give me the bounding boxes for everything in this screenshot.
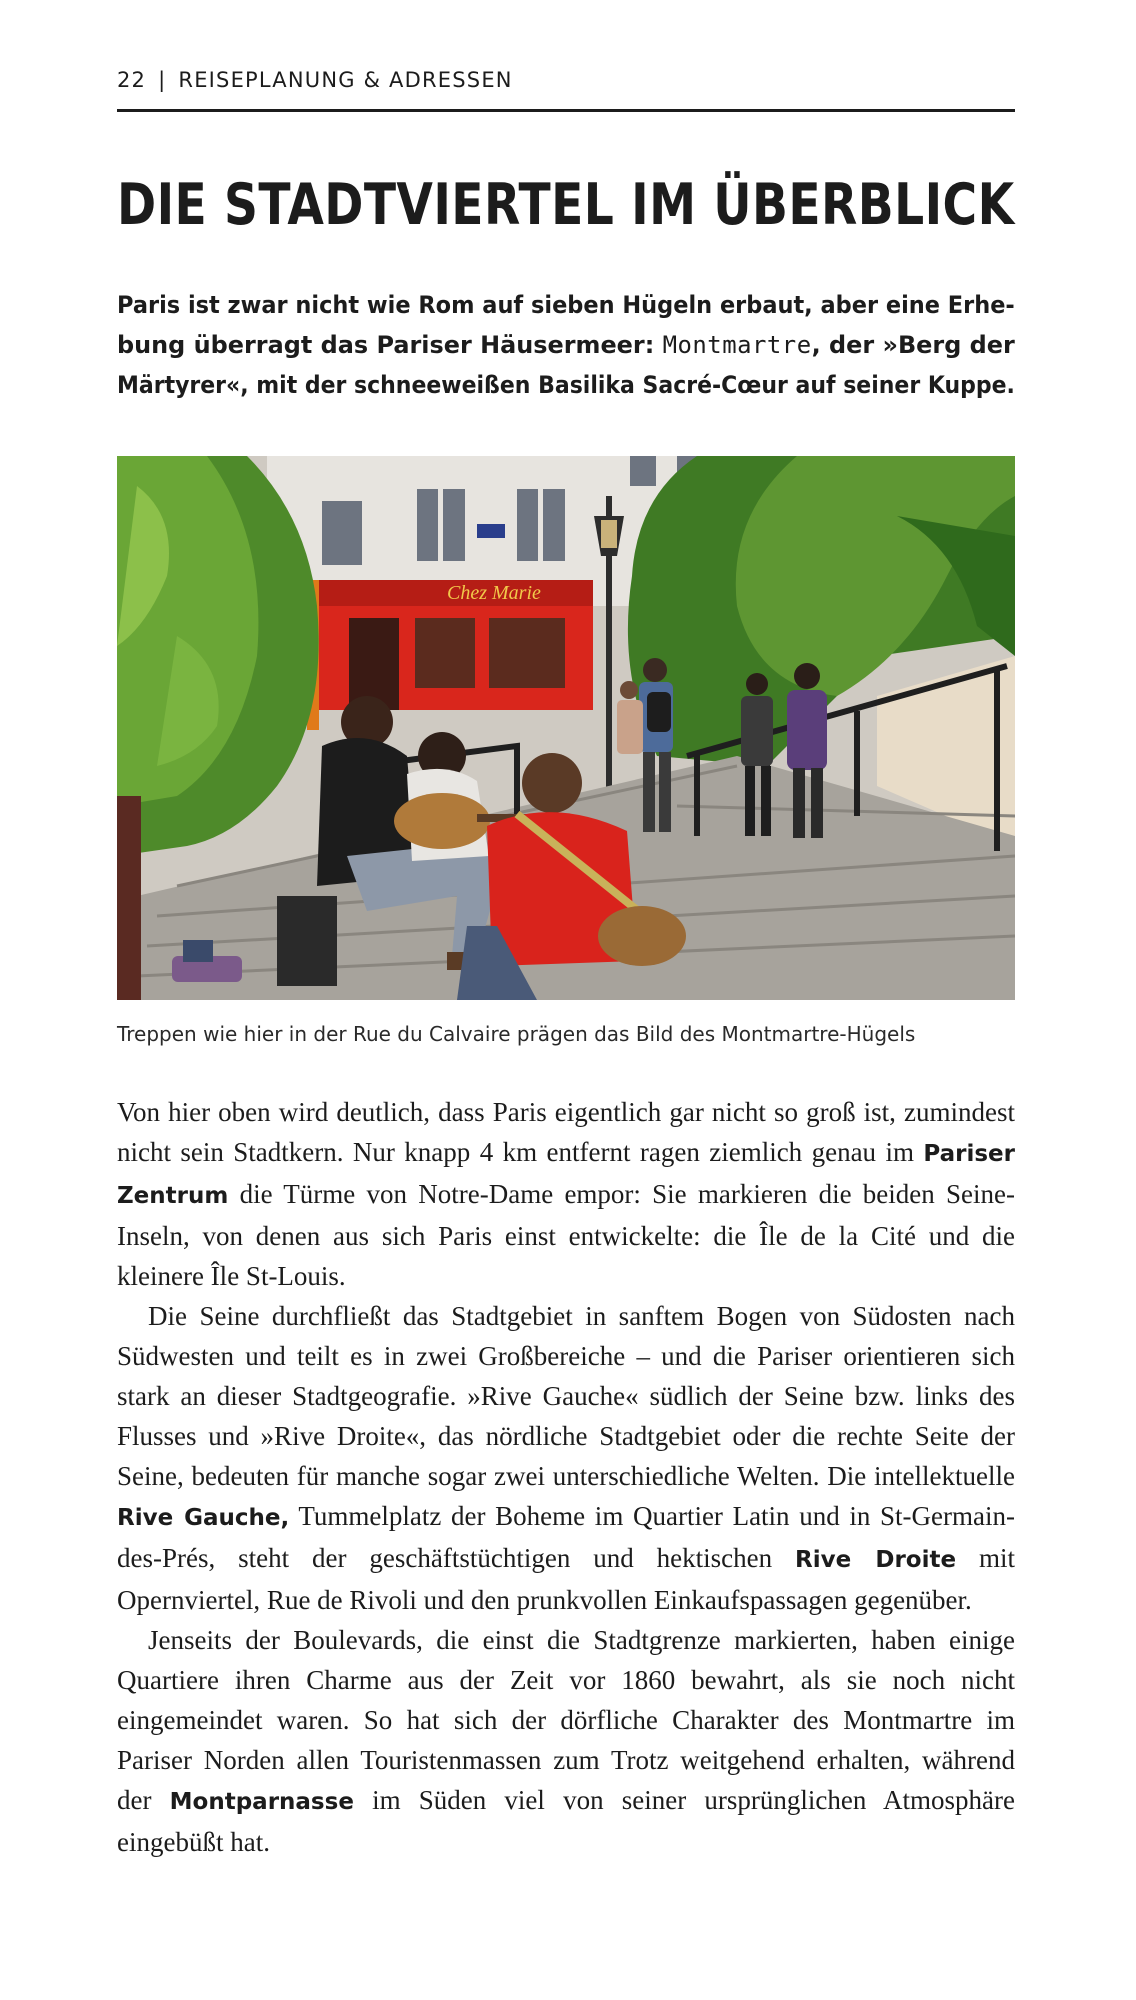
body-text-run: Von hier oben wird deutlich, dass Paris eigentlich gar nicht so groß ist, zumindest nicht sein Stadtkern. Nur knapp 4 km entfernt ragen ziemlich genau im [117,1097,1015,1167]
lead-text: , der »Berg der [811,331,1015,359]
lead-line-3: Märtyrer«, mit der schneeweißen Basilika Sacré-Cœur auf seiner Kuppe. [117,371,1015,399]
keyword-rive-droite: Rive Droite [795,1547,957,1573]
page-title: DIE STADTVIERTEL IM ÜBERBLICK [117,172,1015,238]
body-paragraph-3 [117,1620,1015,1862]
body-paragraph-2 [117,1296,1015,1620]
lead-text: bung überragt das Pariser Häusermeer: [117,331,663,359]
photo-caption: Treppen wie hier in der Rue du Calvaire prägen das Bild des Montmartre-Hügels [117,1022,916,1046]
lead-line-2 [117,325,1014,365]
body-text-run: Die Seine durchfließt das Stadtgebiet in sanftem Bogen von Südosten nach Südwesten und teilt es in zwei Großbereiche – und die Pariser orientieren sich stark an dieser Stadtgeografie. »Rive Gauche« südlich der Seine bzw. links des Flusses und »Rive Droite«, das nördliche Stadtgebiet oder die rechte Seite der Seine, bedeuten für manche sogar zwei unterschiedliche Welten. Die intellektuelle [117,1301,1015,1491]
lead-line-1: Paris ist zwar nicht wie Rom auf sieben Hügeln erbaut, aber eine Erhe- [117,291,1015,319]
cafe-sign: Chez Marie [447,582,541,604]
page-number: 22 [117,68,147,92]
lead-keyword-montmartre: Montmartre [662,331,812,359]
body-text-run: im Süden viel von seiner ursprünglichen Atmosphäre eingebüßt hat. [117,1785,1015,1857]
body-text-run: Jenseits der Boulevards, die einst die Stadtgrenze markierten, haben einige Quartiere ihren Charme aus der Zeit vor 1860 bewahrt, als sie noch nicht eingemeindet waren. So hat sich der dörfliche Charakter des Montmartre im Pariser Norden allen Touristenmassen zum Trotz weitgehend erhalten, während der [117,1625,1015,1815]
body-text [117,1092,1015,1862]
running-header [117,68,1015,112]
keyword-pariser-zentrum: Pariser Zentrum [117,1141,1015,1209]
body-text-run: mit Opernviertel, Rue de Rivoli und den prunkvollen Einkaufspassagen gegenüber. [117,1543,1015,1615]
keyword-rive-gauche: Rive Gauche, [117,1505,290,1531]
section-title: REISEPLANUNG & ADRESSEN [178,68,513,92]
lead-paragraph [117,285,1017,405]
body-paragraph-1 [117,1092,1015,1296]
montmartre-stairs-photo [117,456,1015,1000]
header-separator: | [158,68,167,92]
keyword-montparnasse: Montparnasse [169,1789,354,1815]
body-text-run: Tummelplatz der Boheme im Quartier Latin und in St-Germain-des-Prés, steht der geschäftstüchtigen und hektischen [117,1501,1015,1573]
body-text-run: die Türme von Notre-Dame empor: Sie markieren die beiden Seine-Inseln, von denen aus sich Paris einst entwickelte: die Île de la Cité und die kleinere Île St-Louis. [117,1179,1015,1291]
